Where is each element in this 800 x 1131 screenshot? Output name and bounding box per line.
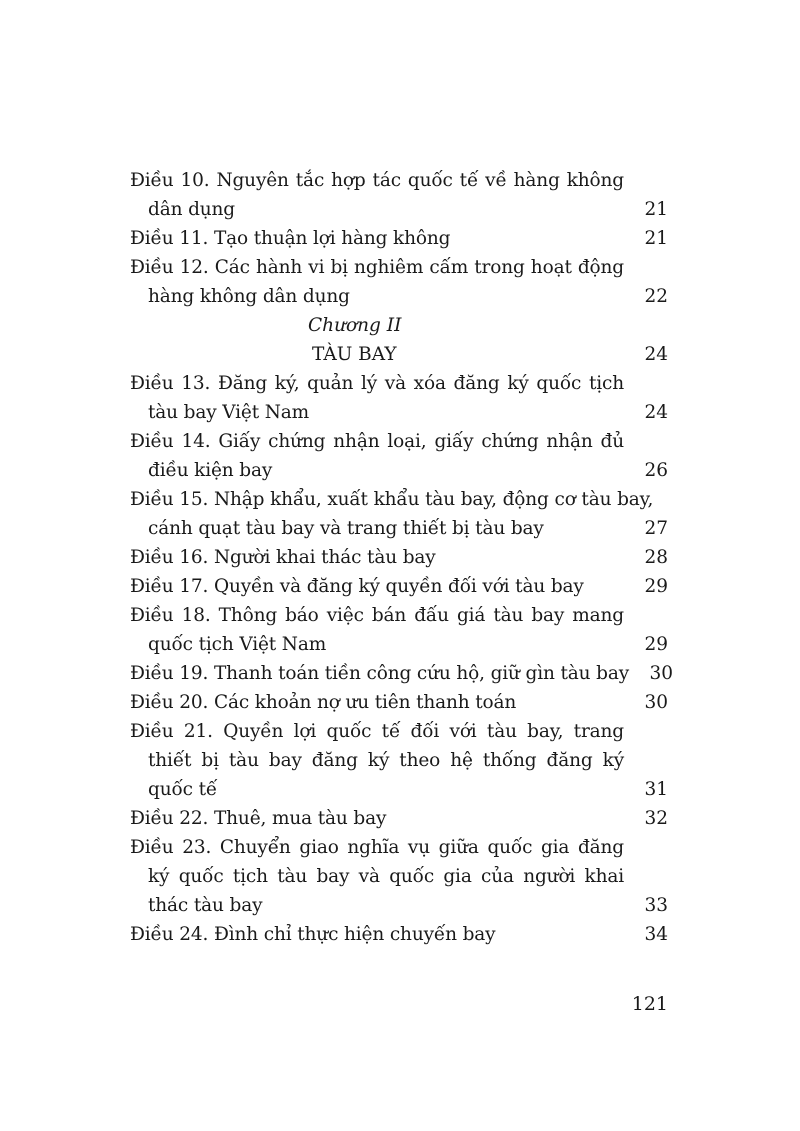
toc-page-number: 21	[644, 228, 668, 249]
toc-page-number: 34	[644, 924, 668, 945]
toc-entry-line	[130, 224, 668, 253]
toc-entry-line	[130, 833, 668, 862]
toc-entry-text: dân dụng	[148, 199, 235, 220]
toc-entry-line	[130, 369, 668, 398]
toc-entry-line	[130, 891, 668, 920]
toc-entry-line	[130, 253, 668, 282]
toc-entry-text: Điều 22. Thuê, mua tàu bay	[130, 808, 387, 829]
toc-entry-text: thiết bị tàu bay đăng ký theo hệ thống đăng ký	[148, 750, 624, 771]
toc-entry-text: hàng không dân dụng	[148, 286, 350, 307]
toc-entry-text: ký quốc tịch tàu bay và quốc gia của người khai	[148, 866, 624, 887]
toc-page-number: 24	[644, 402, 668, 423]
chapter-title	[130, 340, 668, 369]
toc-entry-text: Điều 20. Các khoản nợ ưu tiên thanh toán	[130, 692, 517, 713]
toc-entry-text: Điều 12. Các hành vi bị nghiêm cấm trong hoạt động	[130, 257, 624, 278]
toc-page-number: 27	[644, 518, 668, 539]
toc-entry-line	[130, 166, 668, 195]
toc-page-number: 31	[644, 779, 668, 800]
toc-page-number: 33	[644, 895, 668, 916]
toc-entry-line	[130, 688, 668, 717]
toc-page-number: 26	[644, 460, 668, 481]
toc-entry-text: quốc tịch Việt Nam	[148, 634, 327, 655]
toc-entry-line	[130, 514, 668, 543]
toc-entry-text: tàu bay Việt Nam	[148, 402, 310, 423]
toc-entry-line	[130, 427, 668, 456]
toc-entry-line	[130, 775, 668, 804]
toc-entry-text: Điều 10. Nguyên tắc hợp tác quốc tế về hàng không	[130, 170, 624, 191]
page-number: 121	[631, 993, 668, 1015]
toc-entry-text: Điều 13. Đăng ký, quản lý và xóa đăng ký quốc tịch	[130, 373, 624, 394]
toc-page-number: 24	[644, 344, 668, 365]
toc-page-number: 30	[644, 692, 668, 713]
toc-page-number: 28	[644, 547, 668, 568]
toc-entry-line	[130, 630, 668, 659]
toc-entry-text: Điều 16. Người khai thác tàu bay	[130, 547, 436, 568]
toc-entry-line	[130, 398, 668, 427]
toc-entry-text: điều kiện bay	[148, 460, 273, 481]
toc-page-number: 22	[644, 286, 668, 307]
toc-entry-line	[130, 195, 668, 224]
toc-page-number: 32	[644, 808, 668, 829]
toc-entry-text: thác tàu bay	[148, 895, 263, 916]
toc-entry-line	[130, 717, 668, 746]
toc-entry-text: cánh quạt tàu bay và trang thiết bị tàu bay	[148, 518, 544, 539]
chapter-label-text: Chương II	[308, 315, 402, 336]
chapter-title-text: TÀU BAY	[312, 344, 397, 365]
toc-page-number: 29	[644, 634, 668, 655]
chapter-label	[130, 311, 668, 340]
toc-entry-line	[130, 862, 668, 891]
toc-entry-text: Điều 17. Quyền và đăng ký quyền đối với tàu bay	[130, 576, 584, 597]
table-of-contents	[130, 166, 674, 949]
toc-page-number: 29	[644, 576, 668, 597]
toc-entry-text: Điều 11. Tạo thuận lợi hàng không	[130, 228, 451, 249]
toc-entry-line	[130, 659, 674, 688]
toc-entry-line	[130, 282, 668, 311]
toc-entry-text: Điều 19. Thanh toán tiền công cứu hộ, giữ gìn tàu bay	[130, 663, 630, 684]
toc-entry-line	[130, 485, 668, 514]
toc-entry-line	[130, 456, 668, 485]
toc-entry-text: Điều 23. Chuyển giao nghĩa vụ giữa quốc gia đăng	[130, 837, 624, 858]
toc-entry-text: Điều 15. Nhập khẩu, xuất khẩu tàu bay, động cơ tàu bay,	[130, 489, 654, 510]
toc-page-number: 30	[649, 663, 674, 684]
toc-entry-line	[130, 804, 668, 833]
toc-entry-text: Điều 21. Quyền lợi quốc tế đối với tàu bay, trang	[130, 721, 624, 742]
toc-entry-line	[130, 601, 668, 630]
toc-entry-line	[130, 920, 668, 949]
toc-entry-text: quốc tế	[148, 779, 218, 800]
toc-entry-text: Điều 24. Đình chỉ thực hiện chuyến bay	[130, 924, 496, 945]
toc-entry-text: Điều 18. Thông báo việc bán đấu giá tàu bay mang	[130, 605, 624, 626]
toc-entry-text: Điều 14. Giấy chứng nhận loại, giấy chứng nhận đủ	[130, 431, 624, 452]
toc-entry-line	[130, 543, 668, 572]
toc-page-number: 21	[644, 199, 668, 220]
toc-entry-line	[130, 572, 668, 601]
toc-entry-line	[130, 746, 668, 775]
